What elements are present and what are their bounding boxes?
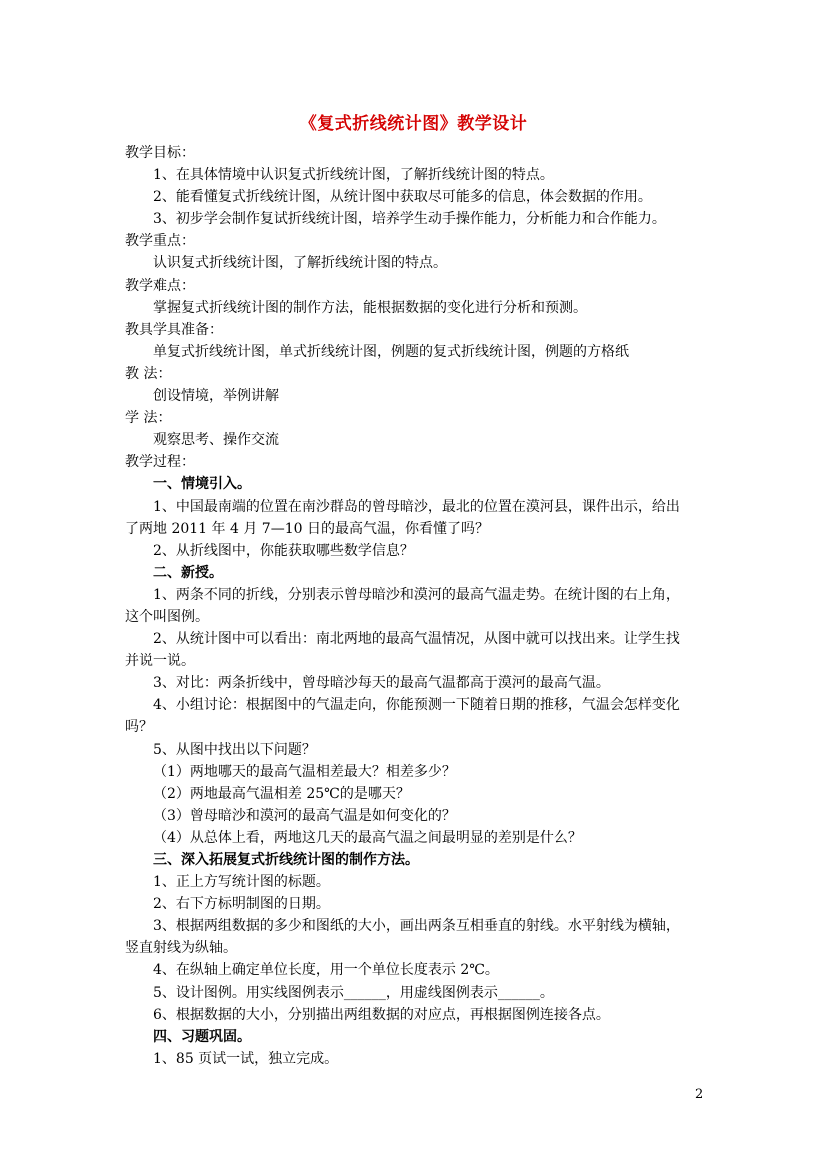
section-heading: 三、深入拓展复式折线统计图的制作方法。 <box>153 852 419 868</box>
text-line: 6、根据数据的大小，分别描出两组数据的对应点，再根据图例连接各点。 <box>153 1006 610 1023</box>
text-line: 学 法： <box>125 410 172 427</box>
text-line: 3、根据两组数据的多少和图纸的大小，画出两条互相垂直的射线。水平射线为横轴， <box>153 918 680 935</box>
text-line: 4、小组讨论：根据图中的气温走向，你能预测一下随着日期的推移，气温会怎样变化 <box>153 697 680 714</box>
text-line: 教学目标： <box>125 145 195 161</box>
text-line: 吗？ <box>125 719 153 736</box>
text-line: 3、对比：两条折线中，曾母暗沙每天的最高气温都高于漠河的最高气温。 <box>153 675 610 692</box>
text-line: 这个叫图例。 <box>125 608 209 625</box>
text-line: 2、从统计图中可以看出：南北两地的最高气温情况，从图中就可以找出来。让学生找 <box>153 631 680 648</box>
text-line: 竖直射线为纵轴。 <box>125 940 237 957</box>
text-line: 1、85 页试一试，独立完成。 <box>153 1050 339 1067</box>
text-line: 1、两条不同的折线，分别表示曾母暗沙和漠河的最高气温走势。在统计图的右上角， <box>153 586 680 603</box>
text-line: 创设情境，举例讲解 <box>153 388 279 405</box>
text-line: 并说一说。 <box>125 653 195 670</box>
text-line: 2、从折线图中，你能获取哪些数学信息？ <box>153 542 414 559</box>
section-heading: 二、新授。 <box>153 564 223 581</box>
text-line: 教学重点： <box>125 233 195 250</box>
document-title: 《复式折线统计图》教学设计 <box>299 114 528 134</box>
text-line: 4、在纵轴上确定单位长度，用一个单位长度表示 2℃。 <box>153 962 499 979</box>
text-line: 3、初步学会制作复试折线统计图，培养学生动手操作能力，分析能力和合作能力。 <box>153 211 666 228</box>
text-line: （4）从总体上看，两地这几天的最高气温之间最明显的差别是什么？ <box>153 829 582 846</box>
text-line: 教学难点： <box>125 277 195 294</box>
text-line: 了两地 2011 年 4 月 7—10 日的最高气温，你看懂了吗？ <box>125 520 489 537</box>
text-line: 2、能看懂复式折线统计图，从统计图中获取尽可能多的信息，体会数据的作用。 <box>153 189 652 206</box>
text-line: 教具学具准备： <box>125 321 223 338</box>
text-line: 5、设计图例。用实线图例表示______，用虚线图例表示______。 <box>153 984 554 1001</box>
text-line: 单复式折线统计图，单式折线统计图，例题的复式折线统计图，例题的方格纸 <box>153 343 629 360</box>
section-heading: 一、情境引入。 <box>153 476 251 493</box>
text-line: 1、在具体情境中认识复式折线统计图，了解折线统计图的特点。 <box>153 167 554 184</box>
text-line: 掌握复式折线统计图的制作方法，能根据数据的变化进行分析和预测。 <box>153 299 587 316</box>
section-heading: 四、习题巩固。 <box>153 1028 251 1045</box>
text-line: （1）两地哪天的最高气温相差最大？相差多少？ <box>153 763 456 780</box>
text-line: 1、中国最南端的位置在南沙群岛的曾母暗沙，最北的位置在漠河县，课件出示，给出 <box>153 498 680 515</box>
text-line: 观察思考、操作交流 <box>153 432 279 449</box>
document-body <box>125 142 705 1070</box>
text-line: 认识复式折线统计图，了解折线统计图的特点。 <box>153 255 447 272</box>
text-line: 教 法： <box>125 365 172 382</box>
page-number: 2 <box>695 1087 704 1102</box>
text-line: 5、从图中找出以下问题？ <box>153 741 316 758</box>
text-line: 2、右下方标明制图的日期。 <box>153 896 330 913</box>
text-line: 1、正上方写统计图的标题。 <box>153 874 330 891</box>
text-line: （3）曾母暗沙和漠河的最高气温是如何变化的？ <box>153 807 456 824</box>
text-line: 教学过程： <box>125 454 195 471</box>
text-line: （2）两地最高气温相差 25℃的是哪天？ <box>153 785 410 802</box>
